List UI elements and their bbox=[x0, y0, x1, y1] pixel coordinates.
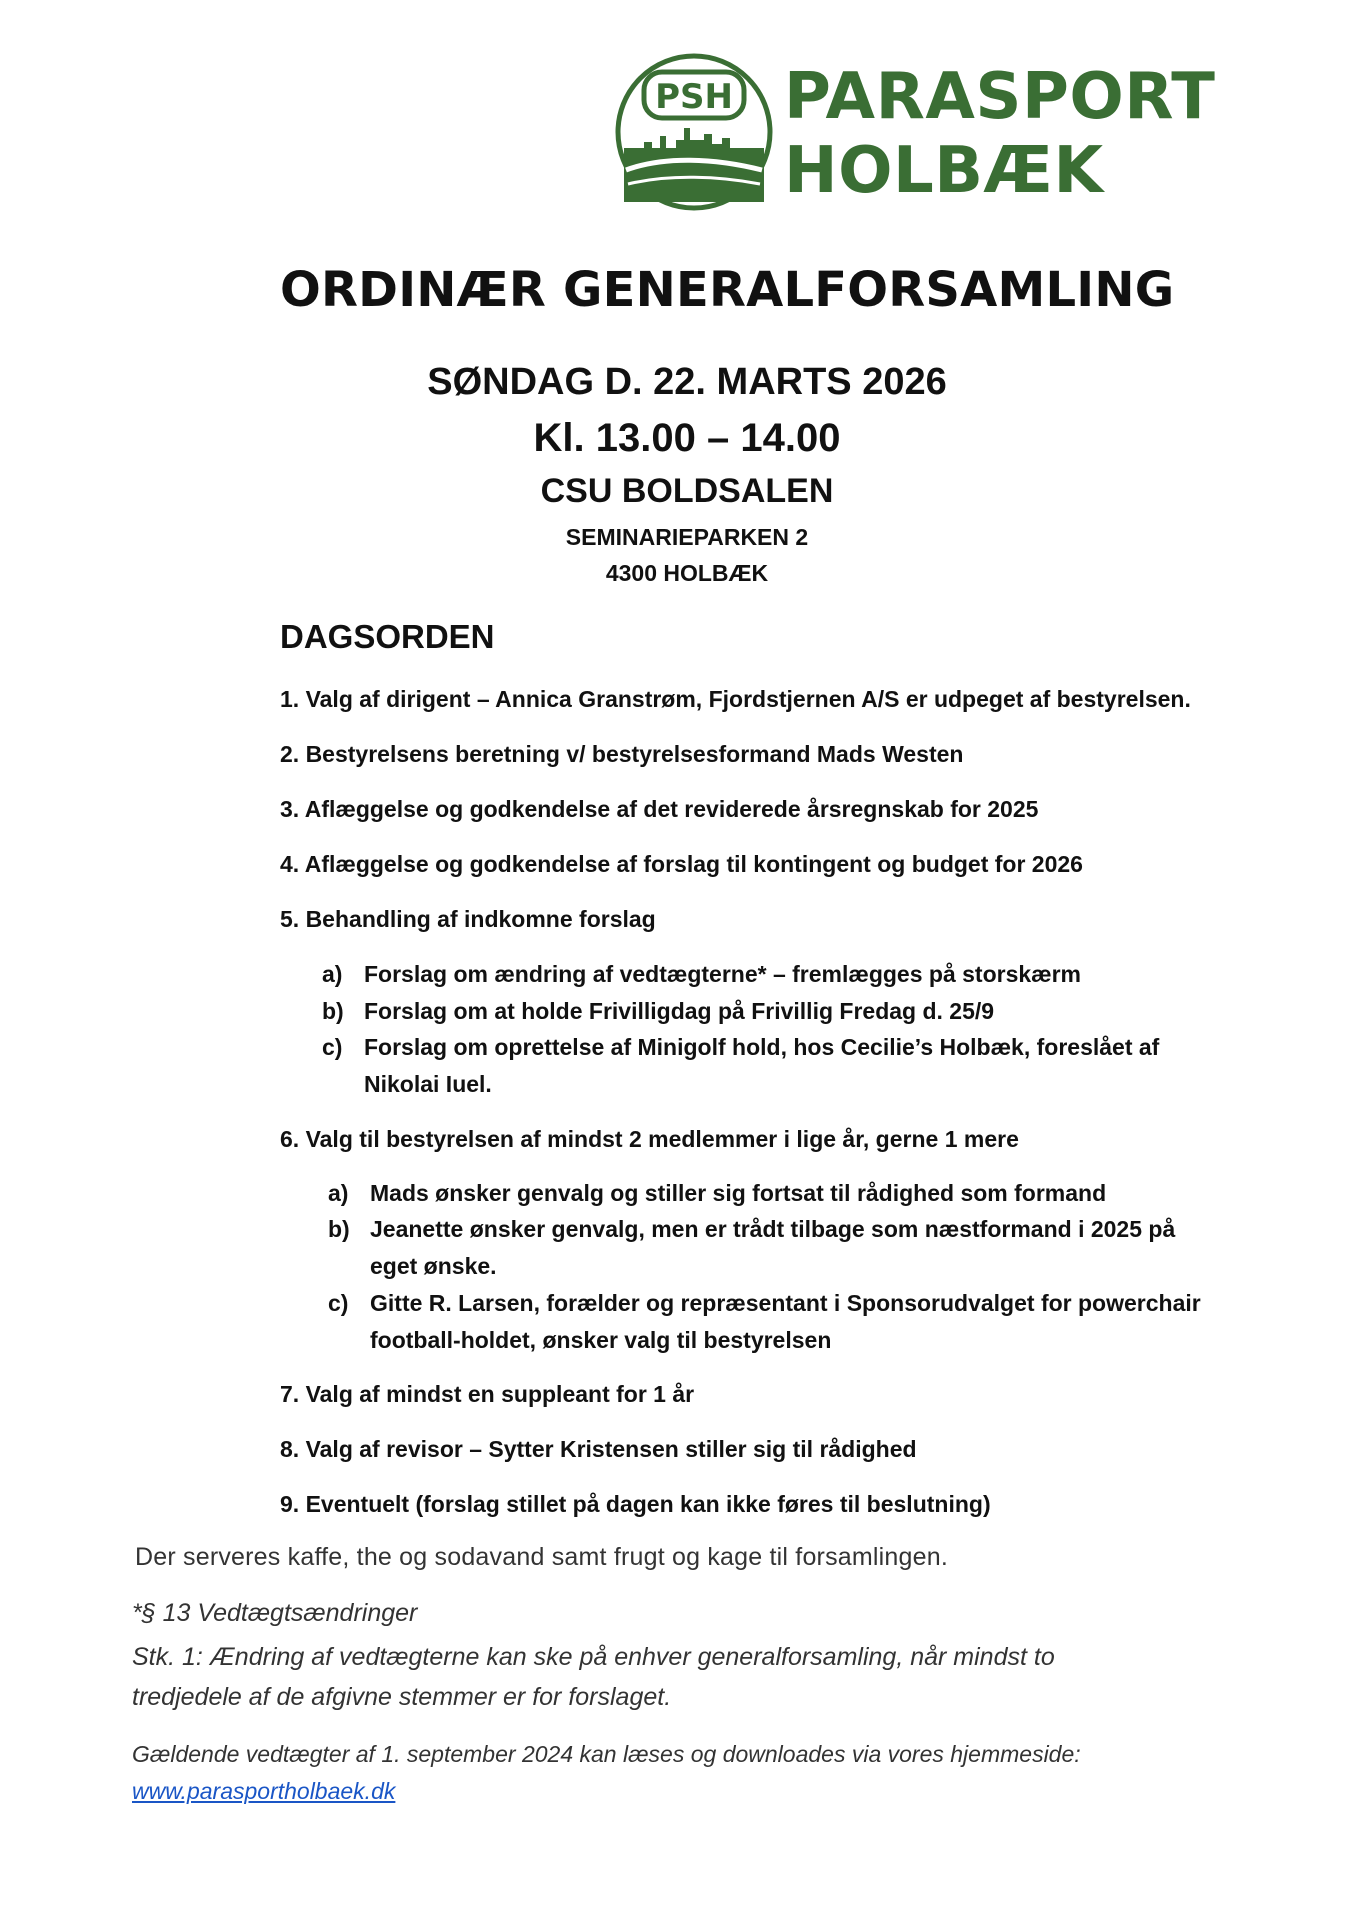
sub-letter: a) bbox=[328, 1180, 349, 1206]
agenda-item-2: 2. Bestyrelsens beretning v/ bestyrelsesformand Mads Westen bbox=[280, 741, 964, 767]
logo-line-holbaek: HOLBÆK bbox=[784, 134, 1104, 208]
sub-text-continued: football-holdet, ønsker valg til bestyrelsen bbox=[370, 1327, 832, 1353]
agenda-item-7: 7. Valg af mindst en suppleant for 1 år bbox=[280, 1381, 695, 1407]
footnote-heading: *§ 13 Vedtægtsændringer bbox=[132, 1599, 418, 1627]
sub-letter: b) bbox=[322, 998, 344, 1024]
agenda-item-3: 3. Aflæggelse og godkendelse af det reviderede årsregnskab for 2025 bbox=[280, 796, 1039, 822]
statutes-note: Gældende vedtægter af 1. september 2024 kan læses og downloades via vores hjemmeside: bbox=[132, 1741, 1081, 1767]
refreshments-note: Der serveres kaffe, the og sodavand samt frugt og kage til forsamlingen. bbox=[135, 1543, 948, 1571]
sub-text: Mads ønsker genvalg og stiller sig fortsat til rådighed som formand bbox=[370, 1180, 1107, 1206]
sub-letter: b) bbox=[328, 1216, 350, 1242]
sub-text: Forslag om oprettelse af Minigolf hold, hos Cecilie’s Holbæk, foreslået af bbox=[364, 1034, 1160, 1060]
sub-text: Jeanette ønsker genvalg, men er trådt tilbage som næstformand i 2025 på bbox=[370, 1216, 1176, 1242]
sub-letter: c) bbox=[328, 1290, 349, 1316]
sub-text: Forslag om ændring af vedtægterne* – fremlægges på storskærm bbox=[364, 961, 1082, 987]
agenda-item-9: 9. Eventuelt (forslag stillet på dagen kan ikke føres til beslutning) bbox=[280, 1491, 991, 1517]
page-title: ORDINÆR GENERALFORSAMLING bbox=[280, 262, 1175, 318]
agenda-item-6: 6. Valg til bestyrelsen af mindst 2 medlemmer i lige år, gerne 1 mere bbox=[280, 1126, 1019, 1152]
sub-text-continued: Nikolai Iuel. bbox=[364, 1071, 492, 1097]
sub-letter: a) bbox=[322, 961, 343, 987]
event-street: SEMINARIEPARKEN 2 bbox=[565, 524, 809, 550]
sub-text: Gitte R. Larsen, forælder og repræsentant i Sponsorudvalget for powerchair bbox=[370, 1290, 1201, 1316]
agenda-item-8: 8. Valg af revisor – Sytter Kristensen stiller sig til rådighed bbox=[280, 1436, 917, 1462]
website-link[interactable]: www.parasportholbaek.dk bbox=[132, 1778, 396, 1804]
event-date: SØNDAG D. 22. MARTS 2026 bbox=[427, 361, 947, 403]
agenda-item-1: 1. Valg af dirigent – Annica Granstrøm, Fjordstjernen A/S er udpeget af bestyrelsen. bbox=[280, 686, 1191, 712]
sub-text: Forslag om at holde Frivilligdag på Frivillig Fredag d. 25/9 bbox=[364, 998, 995, 1024]
logo-wordmark bbox=[784, 60, 1215, 208]
footnote-line-2: tredjedele af de afgivne stemmer er for forslaget. bbox=[132, 1683, 672, 1711]
agenda-item-4: 4. Aflæggelse og godkendelse af forslag til kontingent og budget for 2026 bbox=[280, 851, 1083, 877]
sub-text-continued: eget ønske. bbox=[370, 1253, 497, 1279]
event-time: Kl. 13.00 – 14.00 bbox=[533, 416, 841, 460]
logo-line-parasport: PARASPORT bbox=[784, 60, 1216, 134]
footnote-line-1: Stk. 1: Ændring af vedtægterne kan ske på enhver generalforsamling, når mindst to bbox=[132, 1643, 1055, 1671]
agenda-heading: DAGSORDEN bbox=[280, 618, 495, 655]
logo-badge-text: PSH bbox=[655, 77, 733, 117]
psh-logo-emblem bbox=[614, 52, 774, 212]
agenda-item-5: 5. Behandling af indkomne forslag bbox=[280, 906, 656, 932]
event-city: 4300 HOLBÆK bbox=[605, 560, 769, 586]
parasport-holbaek-logo bbox=[614, 52, 1224, 212]
sub-letter: c) bbox=[322, 1034, 343, 1060]
event-venue: CSU BOLDSALEN bbox=[540, 472, 834, 510]
